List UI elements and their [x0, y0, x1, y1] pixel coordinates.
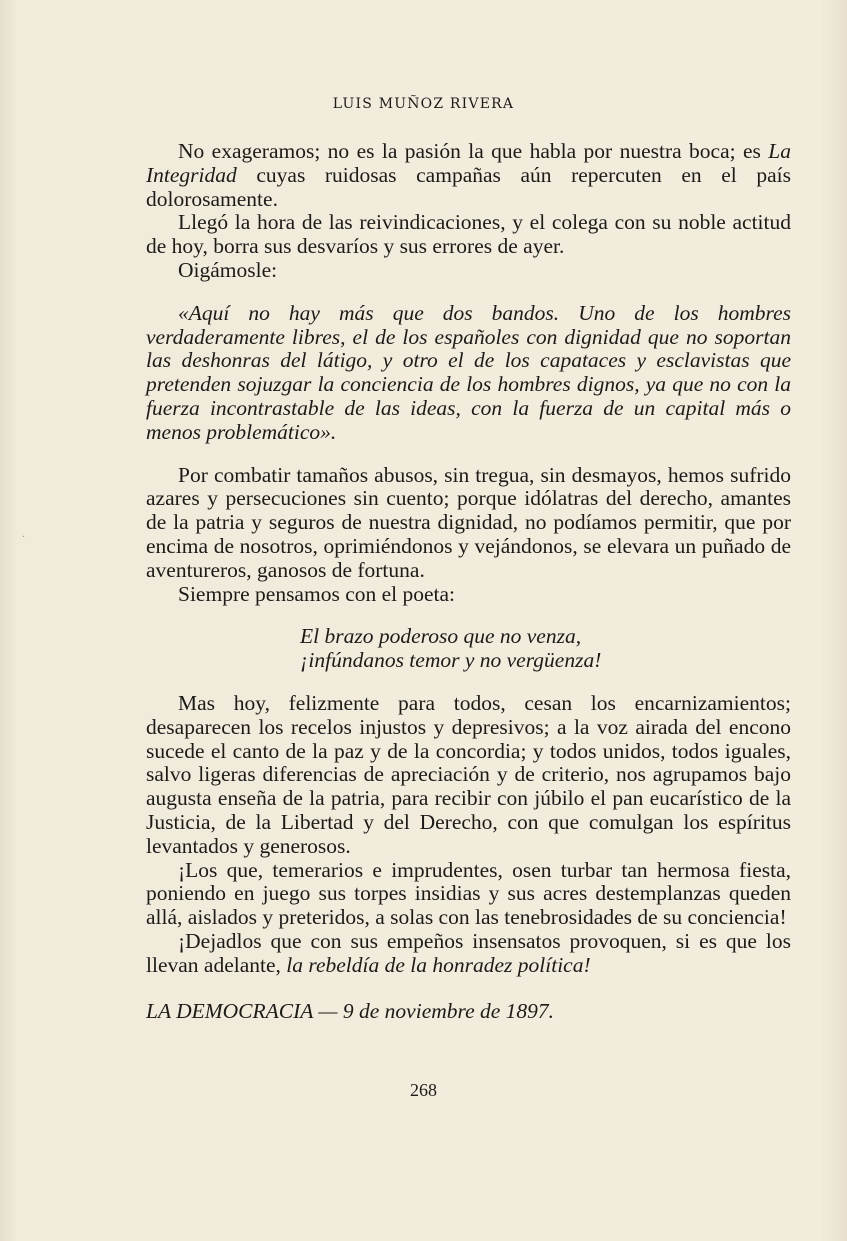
verse-line-1: El brazo poderoso que no venza,	[300, 624, 582, 649]
paragraph-1-end: cuyas ruidosas campañas aún repercuten en el país dolorosamente.	[146, 162, 791, 211]
paragraph-2: Llegó la hora de las reivindicaciones, y el colega con su noble actitud de hoy, borra sus desvaríos y sus errores de ayer.	[146, 210, 791, 259]
source-signature: LA DEMOCRACIA — 9 de noviembre de 1897.	[146, 998, 555, 1023]
paragraph-1	[146, 140, 791, 211]
paragraph-1-start: No exageramos; no es la pasión la que habla por nuestra boca; es	[178, 139, 769, 163]
quoted-passage: «Aquí no hay más que dos bandos. Uno de los hombres verdaderamente libres, el de los españoles con dignidad que no soportan las deshonras del látigo, y otro el de los capataces y esclavistas que pretenden sojuzgar la conciencia de los hombres dignos, ya que no con la fuerza incontrastable de las ideas, con la fuerza de un capital más o menos problemático».	[146, 300, 791, 444]
verse-quote	[300, 625, 791, 673]
paragraph-3: Oigámosle:	[178, 257, 278, 282]
running-header: LUIS MUÑOZ RIVERA	[332, 96, 515, 112]
newspaper-name: La Integridad	[146, 139, 791, 187]
paragraph-8	[146, 930, 791, 978]
paragraph-5: Siempre pensamos con el poeta:	[178, 581, 456, 606]
page-number: 268	[410, 1080, 437, 1100]
paragraph-6: Mas hoy, felizmente para todos, cesan los encarnizamientos; desaparecen los recelos injustos y depresivos; a la voz airada del encono sucede el canto de la paz y de la concordia; y todos unidos, todos iguales, salvo ligeras diferencias de apreciación y de criterio, nos agrupamos bajo augusta enseña de la patria, para recibir con júbilo el pan eucarístico de la Justicia, de la Libertad y del Derecho, con que comulgan los espíritus levantados y generosos.	[146, 690, 791, 858]
article-body	[146, 140, 791, 1023]
verse-line-2: ¡infúndanos temor y no vergüenza!	[300, 648, 602, 673]
paper-speck-icon: ·	[22, 532, 26, 543]
paragraph-8-emphasis: la rebeldía de la honradez política!	[286, 952, 591, 977]
paragraph-7: ¡Los que, temerarios e imprudentes, osen turbar tan hermosa fiesta, poniendo en juego sus torpes insidias y sus acres destemplanzas queden allá, aislados y preteridos, a solas con las tenebrosidades de su conciencia!	[146, 857, 791, 930]
paragraph-8-start: ¡Dejadlos que con sus empeños insensatos provoquen, si es que los llevan adelante,	[146, 928, 791, 977]
paragraph-4: Por combatir tamaños abusos, sin tregua, sin desmayos, hemos sufrido azares y persecuciones sin cuento; porque idólatras del derecho, amantes de la patria y seguros de nuestra dignidad, no podíamos permitir, que por encima de nosotros, oprimiéndonos y vejándonos, se elevara un puñado de aventureros, ganosos de fortuna.	[146, 462, 791, 582]
